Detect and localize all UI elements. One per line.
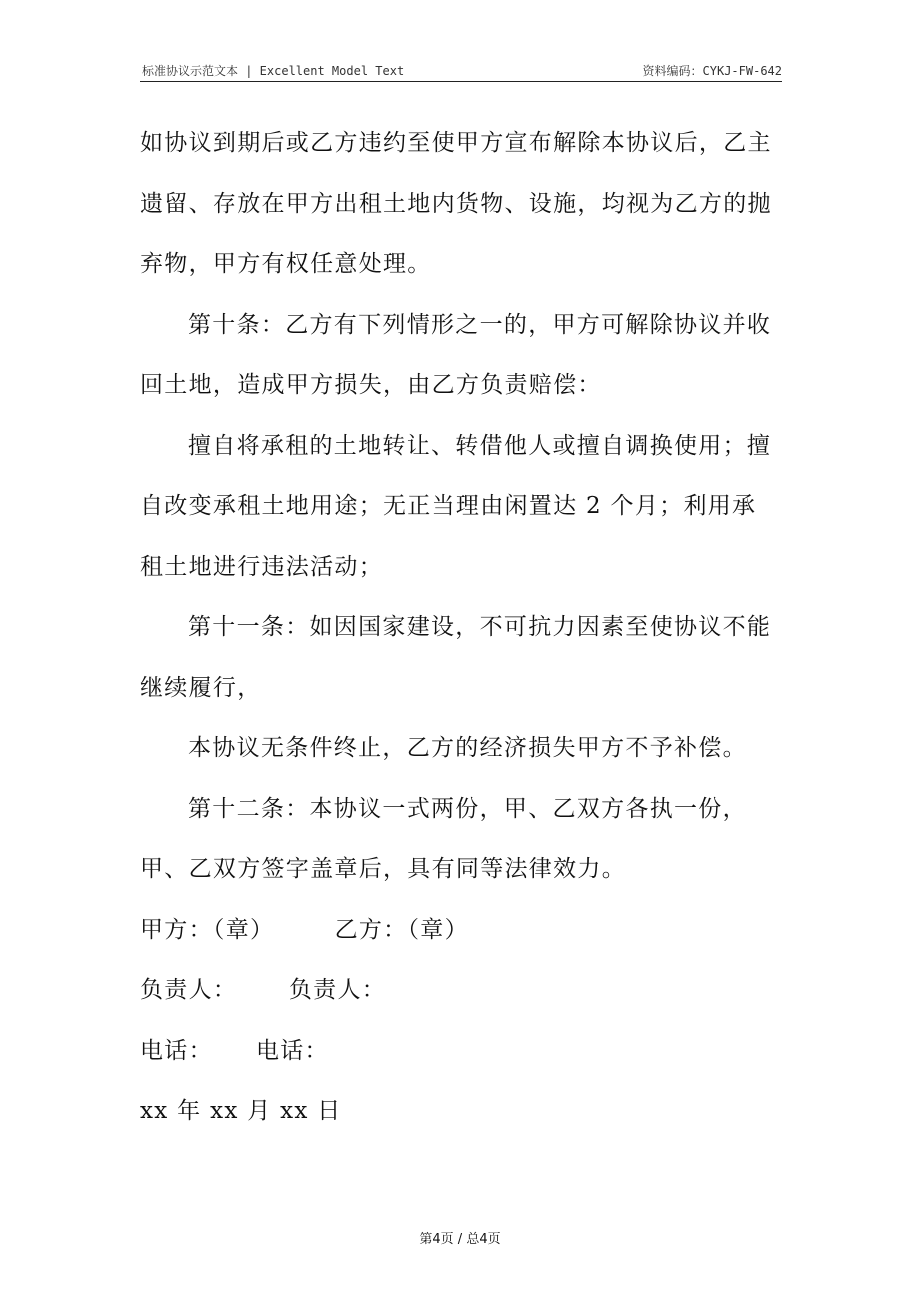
signature-parties: 甲方：（章） 乙方：（章） (140, 916, 469, 943)
header-divider (140, 81, 782, 82)
paragraph-violations: 擅自将承租的土地转让、转借他人或擅自调换使用；擅自改变承租土地用途；无正当理由闲置达 2 个月；利用承租土地进行违法活动； (140, 432, 772, 580)
page-number: 第4页 / 总4页 (419, 1232, 501, 1247)
page-footer (0, 1228, 920, 1247)
signature-responsible: 负责人： 负责人： (140, 977, 387, 1003)
page-header (140, 62, 782, 80)
paragraph-article-12: 第十二条：本协议一式两份，甲、乙双方各执一份，甲、乙双方签字盖章后，具有同等法律效力。 (140, 795, 747, 882)
paragraph-article-10: 第十条：乙方有下列情形之一的，甲方可解除协议并收回土地，造成甲方损失，由乙方负责赔偿： (140, 311, 772, 398)
document-body (140, 113, 780, 1142)
paragraph-abandoned-goods: 如协议到期后或乙方违约至使甲方宣布解除本协议后，乙主遗留、存放在甲方出租土地内货物、设施，均视为乙方的抛弃物，甲方有权任意处理。 (140, 130, 772, 277)
document-code: 资料编码：CYKJ-FW-642 (642, 64, 782, 78)
paragraph-termination: 本协议无条件终止，乙方的经济损失甲方不予补偿。 (188, 735, 747, 761)
signature-phone: 电话： 电话： (140, 1037, 329, 1064)
signature-date: xx 年 xx 月 xx 日 (140, 1098, 342, 1124)
paragraph-article-11: 第十一条：如因国家建设，不可抗力因素至使协议不能继续履行， (140, 614, 772, 701)
header-title: 标准协议示范文本 | Excellent Model Text (142, 64, 405, 78)
